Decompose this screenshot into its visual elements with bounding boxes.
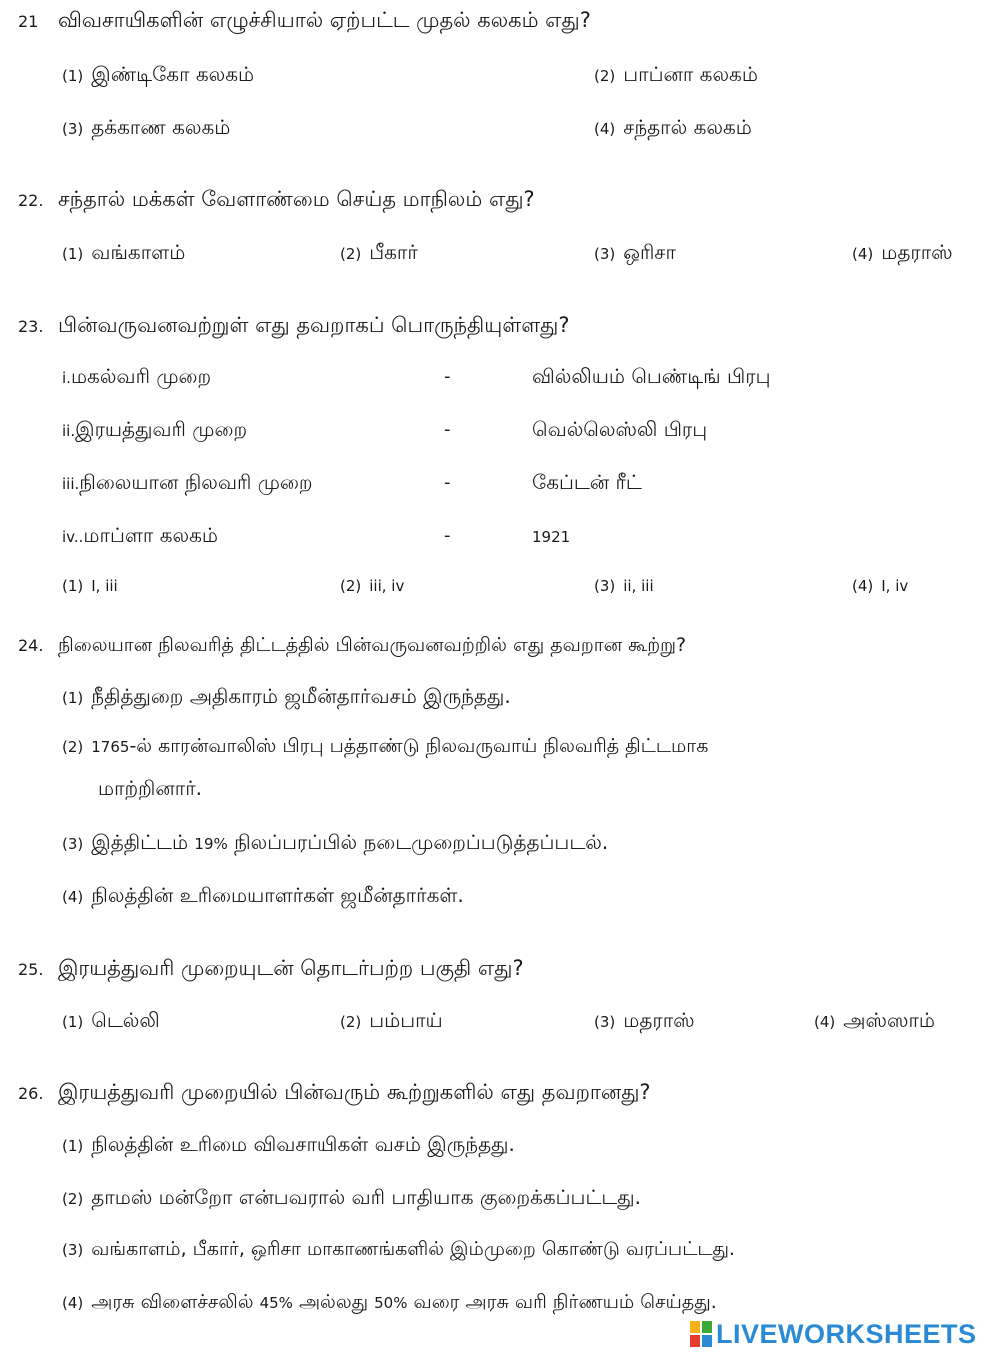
option-23-1[interactable]: (1) I, iii [62,577,118,595]
option-21-4[interactable]: (4) சந்தால் கலகம் [594,115,752,139]
option-26-3[interactable]: (3) வங்காளம், பீகார், ஒரிசா மாகாணங்களில் இம்முறை கொண்டு வரப்பட்டது. [62,1238,735,1260]
option-22-1[interactable]: (1) வங்காளம் [62,240,186,264]
question-26 [18,1080,651,1107]
option-25-4[interactable]: (4) அஸ்ஸாம் [814,1008,935,1032]
question-number: 23. [18,317,44,336]
liveworksheets-logo [690,1317,995,1351]
option-26-1[interactable]: (1) நிலத்தின் உரிமை விவசாயிகள் வசம் இருந்தது. [62,1132,515,1156]
option-25-3[interactable]: (3) மதராஸ் [594,1008,695,1032]
option-25-1[interactable]: (1) டெல்லி [62,1008,160,1032]
pair-left-3: iii.நிலையான நிலவரி முறை [62,470,313,494]
option-24-2[interactable]: (2) 1765-ல் காரன்வாலிஸ் பிரபு பத்தாண்டு நிலவருவாய் நிலவரித் திட்டமாக [62,735,709,757]
question-text: இரயத்துவரி முறையுடன் தொடர்பற்ற பகுதி எது? [58,956,524,980]
pair-dash: - [444,472,451,493]
option-21-2[interactable]: (2) பாப்னா கலகம் [594,62,758,86]
option-21-1[interactable]: (1) இண்டிகோ கலகம் [62,62,255,86]
question-number: 26. [18,1084,44,1103]
logo-square [702,1321,712,1333]
option-26-2[interactable]: (2) தாமஸ் மன்றோ என்பவரால் வரி பாதியாக குறைக்கப்பட்டது. [62,1185,641,1209]
logo-text: LIVEWORKSHEETS [716,1318,977,1349]
question-number: 25. [18,960,44,979]
option-23-4[interactable]: (4) I, iv [852,577,909,595]
question-number: 24. [18,636,44,655]
question-text: சந்தால் மக்கள் வேளாண்மை செய்த மாநிலம் எது? [58,187,535,211]
pair-right-3: கேப்டன் ரீட் [532,470,642,494]
pair-right-4: 1921 [532,528,571,546]
option-24-2-cont: மாற்றினார். [98,776,203,800]
logo-square [702,1335,712,1347]
pair-right-2: வெல்லெஸ்லி பிரபு [532,417,708,441]
pair-left-2: ii.இரயத்துவரி முறை [62,417,248,441]
pair-left-1: i.மகல்வரி முறை [62,364,212,388]
question-text: விவசாயிகளின் எழுச்சியால் ஏற்பட்ட முதல் கலகம் எது? [58,8,591,32]
option-24-1[interactable]: (1) நீதித்துறை அதிகாரம் ஜமீன்தார்வசம் இருந்தது. [62,684,511,708]
pair-right-1: வில்லியம் பெண்டிங் பிரபு [532,364,771,388]
pair-left-4: iv..மாப்ளா கலகம் [62,523,218,547]
option-24-4[interactable]: (4) நிலத்தின் உரிமையாளர்கள் ஜமீன்தார்கள். [62,883,464,907]
question-text: பின்வருவனவற்றுள் எது தவறாகப் பொருந்தியுள்ளது? [58,313,570,337]
question-number: 21 [18,12,39,31]
question-text: நிலையான நிலவரித் திட்டத்தில் பின்வருவனவற்றில் எது தவறான கூற்று? [58,634,687,656]
question-text: இரயத்துவரி முறையில் பின்வரும் கூற்றுகளில் எது தவறானது? [58,1080,651,1104]
option-24-3[interactable]: (3) இத்திட்டம் 19% நிலப்பரப்பில் நடைமுறைப்படுத்தப்படல். [62,830,609,854]
logo-squares-icon [690,1321,712,1347]
pair-dash: - [444,525,451,546]
option-22-4[interactable]: (4) மதராஸ் [852,240,953,264]
option-26-4[interactable]: (4) அரசு விளைச்சலில் 45% அல்லது 50% வரை அரசு வரி நிர்ணயம் செய்தது. [62,1291,717,1313]
question-number: 22. [18,191,44,210]
option-23-3[interactable]: (3) ii, iii [594,577,654,595]
pair-dash: - [444,366,451,387]
option-21-3[interactable]: (3) தக்காண கலகம் [62,115,231,139]
option-25-2[interactable]: (2) பம்பாய் [340,1008,443,1032]
question-21 [18,8,591,35]
logo-square [690,1335,700,1347]
option-22-3[interactable]: (3) ஒரிசா [594,240,676,264]
question-22 [18,187,535,214]
option-22-2[interactable]: (2) பீகார் [340,240,418,264]
option-23-2[interactable]: (2) iii, iv [340,577,405,595]
question-25 [18,956,524,983]
pair-dash: - [444,419,451,440]
question-23 [18,313,570,340]
question-24 [18,632,686,659]
logo-square [690,1321,700,1333]
